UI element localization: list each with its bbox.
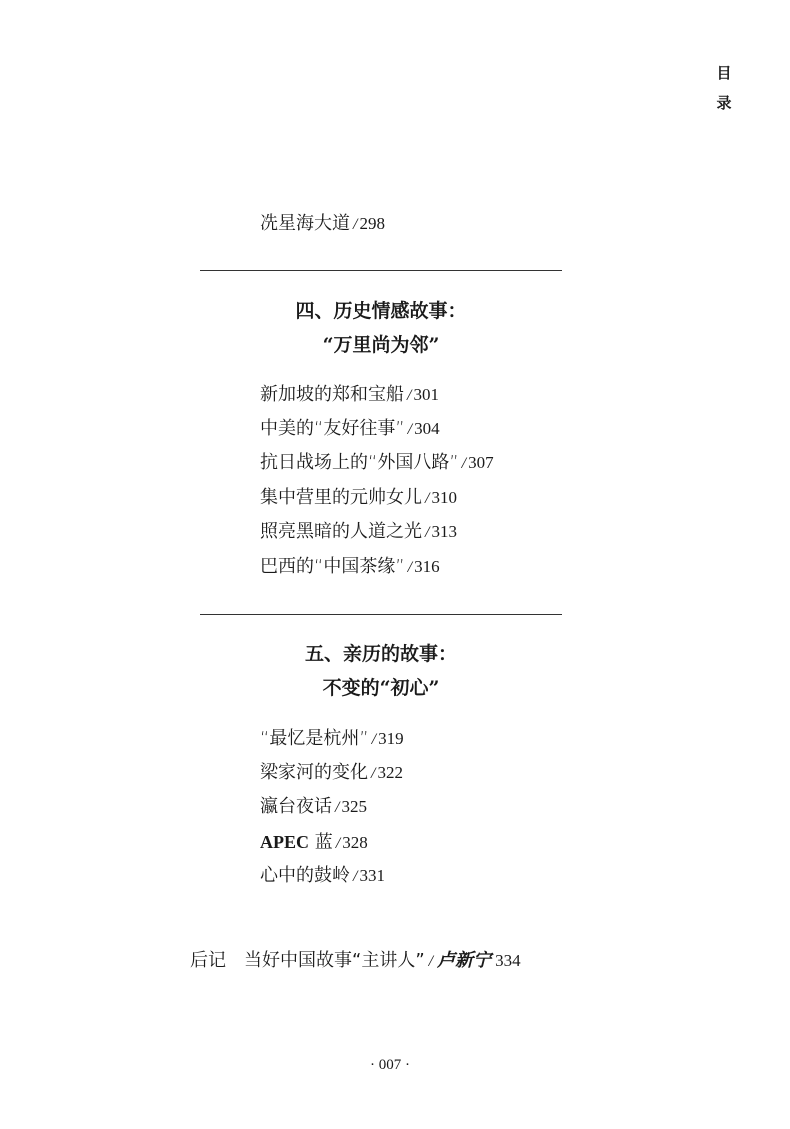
entry-page-number: 313 — [431, 522, 457, 541]
entry-separator: / — [425, 490, 430, 507]
entry-separator: / — [335, 799, 340, 816]
section-heading-line: “万里尚为邻” — [322, 334, 440, 356]
entry-title: 心中的鼓岭 — [260, 865, 350, 886]
section-heading-line: 五、亲历的故事： — [304, 643, 457, 665]
entry-page-number: 334 — [495, 951, 521, 970]
toc-entry-afterword[interactable] — [190, 950, 521, 973]
entry-title: 集中营里的元帅女儿 — [260, 487, 422, 508]
toc-entry[interactable] — [260, 762, 403, 785]
entry-title: 蓝 — [309, 832, 333, 853]
entry-title: 当好中国故事“主讲人” — [244, 950, 425, 971]
entry-title: 抗日战场上的“外国八路” — [260, 452, 459, 473]
toc-entry[interactable] — [260, 796, 367, 819]
entry-title: 瀛台夜话 — [260, 796, 332, 817]
entry-separator: / — [428, 953, 434, 970]
entry-page-number: 304 — [414, 419, 440, 438]
entry-title: 中美的“友好往事” — [260, 418, 405, 439]
entry-separator: / — [461, 455, 467, 472]
toc-entry[interactable] — [260, 831, 368, 855]
toc-entry[interactable] — [260, 213, 385, 236]
entry-title: 梁家河的变化 — [260, 762, 368, 783]
entry-separator: / — [407, 421, 413, 438]
entry-separator: / — [371, 765, 376, 782]
entry-separator: / — [425, 524, 430, 541]
page-folio: · 007 · — [370, 1057, 410, 1073]
entry-separator: / — [353, 216, 358, 233]
entry-separator: / — [407, 559, 413, 576]
entry-separator: / — [353, 868, 358, 885]
afterword-label: 后记 — [190, 950, 226, 971]
section-heading-line: 四、历史情感故事： — [295, 300, 467, 322]
toc-entry[interactable] — [260, 418, 440, 441]
entry-page-number: 322 — [377, 763, 403, 782]
entry-page-number: 310 — [431, 488, 457, 507]
entry-page-number: 307 — [468, 453, 494, 472]
running-head-char: 目 — [716, 64, 732, 82]
toc-entry[interactable] — [260, 452, 494, 475]
entry-separator: / — [335, 835, 341, 852]
section-divider — [200, 614, 562, 615]
entry-title: 巴西的“中国茶缘” — [260, 556, 405, 577]
entry-page-number: 325 — [341, 797, 367, 816]
entry-page-number: 316 — [414, 557, 440, 576]
section-heading-line: 不变的“初心” — [322, 677, 440, 699]
entry-title: 照亮黑暗的人道之光 — [260, 521, 422, 542]
entry-separator: / — [371, 731, 377, 748]
entry-page-number: 328 — [342, 833, 368, 852]
section-divider — [200, 270, 562, 271]
entry-title: “最忆是杭州” — [260, 728, 369, 749]
toc-entry[interactable] — [260, 487, 457, 510]
entry-title: 冼星海大道 — [260, 213, 350, 234]
toc-entry[interactable] — [260, 865, 385, 888]
entry-page-number: 301 — [413, 385, 439, 404]
toc-entry[interactable] — [260, 728, 404, 751]
entry-separator: / — [407, 387, 412, 404]
running-head — [712, 58, 736, 118]
toc-entry[interactable] — [260, 556, 440, 579]
entry-page-number: 331 — [359, 866, 385, 885]
entry-page-number: 298 — [359, 214, 385, 233]
entry-title-latin: APEC — [260, 832, 309, 852]
entry-page-number: 319 — [378, 729, 404, 748]
entry-author: 卢新宁 — [437, 950, 492, 971]
entry-title: 新加坡的郑和宝船 — [260, 384, 404, 405]
toc-entry[interactable] — [260, 521, 457, 544]
running-head-char: 录 — [716, 94, 732, 112]
toc-entry[interactable] — [260, 384, 439, 407]
